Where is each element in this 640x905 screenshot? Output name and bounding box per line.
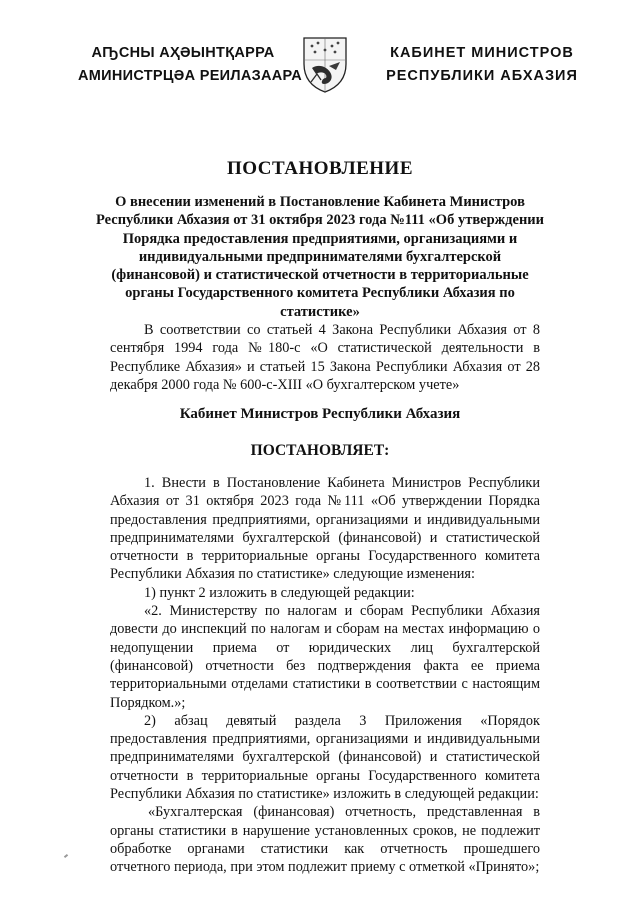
header-abkhaz-block bbox=[78, 42, 303, 88]
item-1-paragraph: 1. Внести в Постановление Кабинета Министров Республики Абхазия от 31 октября 2023 года №111 «Об утверждении Порядка предоставления предприятиями, организациями и индивидуальными предпринимателями бухгалтерской (финансовой) и статистической отчетности в территориальные органы Государственного комитета Республики Абхазия по статистике» следующие изменения: bbox=[110, 475, 540, 583]
scan-mark bbox=[64, 854, 68, 858]
item-1-1-paragraph: 1) пункт 2 изложить в следующей редакции: bbox=[144, 584, 415, 601]
state-emblem-icon bbox=[300, 34, 350, 94]
header-abkhaz-line1: АҦСНЫ АҲӘЫНТҚАРРА bbox=[91, 45, 275, 61]
header-russian-line1: КАБИНЕТ МИНИСТРОВ bbox=[390, 45, 574, 61]
document-title: ПОСТАНОВЛЕНИЕ bbox=[226, 158, 414, 179]
resolution-body bbox=[110, 474, 540, 877]
document-subject: О внесении изменений в Постановление Кабинета Министров Республики Абхазия от 31 октября 2023 года №111 «Об утверждении Порядка предоставления предприятиями, организациями и индивидуальными предпринимателями бухгалтерской (финансовой) и статистической отчетности в территориальные органы Государственного комитета Республики Абхазия по статистике» bbox=[95, 194, 545, 320]
resolution-heading: ПОСТАНОВЛЯЕТ: bbox=[250, 442, 390, 459]
issuing-authority: Кабинет Министров Республики Абхазия bbox=[179, 406, 461, 422]
item-1-2-text-paragraph: «Бухгалтерская (финансовая) отчетность, представленная в органы статистики в нарушение установленных сроков, не подлежит обработке органами статистики как отчетность прошедшего отчетного периода, при этом подлежит приему с отметкой «Принято»; bbox=[110, 804, 540, 876]
header-russian-line2: РЕСПУБЛИКИ АБХАЗИЯ bbox=[386, 68, 578, 84]
header-russian-block bbox=[382, 42, 582, 88]
header-abkhaz-line2: АМИНИСТРЦӘА РЕИЛАЗААРА bbox=[78, 68, 303, 84]
item-1-1-text-paragraph: «2. Министерству по налогам и сборам Республики Абхазия довести до инспекций по налогам и сборам на местах информацию о недопущении приема от юридических лиц бухгалтерской (финансовой) отчетности без подтверждения факта ее приема территориальными отделами статистики в соответствии с настоящим Порядком.»; bbox=[110, 603, 540, 711]
item-1-2-paragraph: 2) абзац девятый раздела 3 Приложения «Порядок предоставления предприятиями, организациями и индивидуальными предпринимателями бухгалтерской (финансовой) и статистической отчетности в территориальные органы Государственного комитета Республики Абхазия по статистике» изложить в следующей редакции: bbox=[110, 712, 540, 803]
preamble-paragraph: В соответствии со статьей 4 Закона Республики Абхазия от 8 сентября 1994 года №180-с «О статистической деятельности в Республике Абхазия» и статьей 15 Закона Республики Абхазия от 28 декабря 2000 года № 600-с-XIII «О бухгалтерском учете» bbox=[110, 322, 540, 393]
preamble-block bbox=[110, 321, 540, 394]
